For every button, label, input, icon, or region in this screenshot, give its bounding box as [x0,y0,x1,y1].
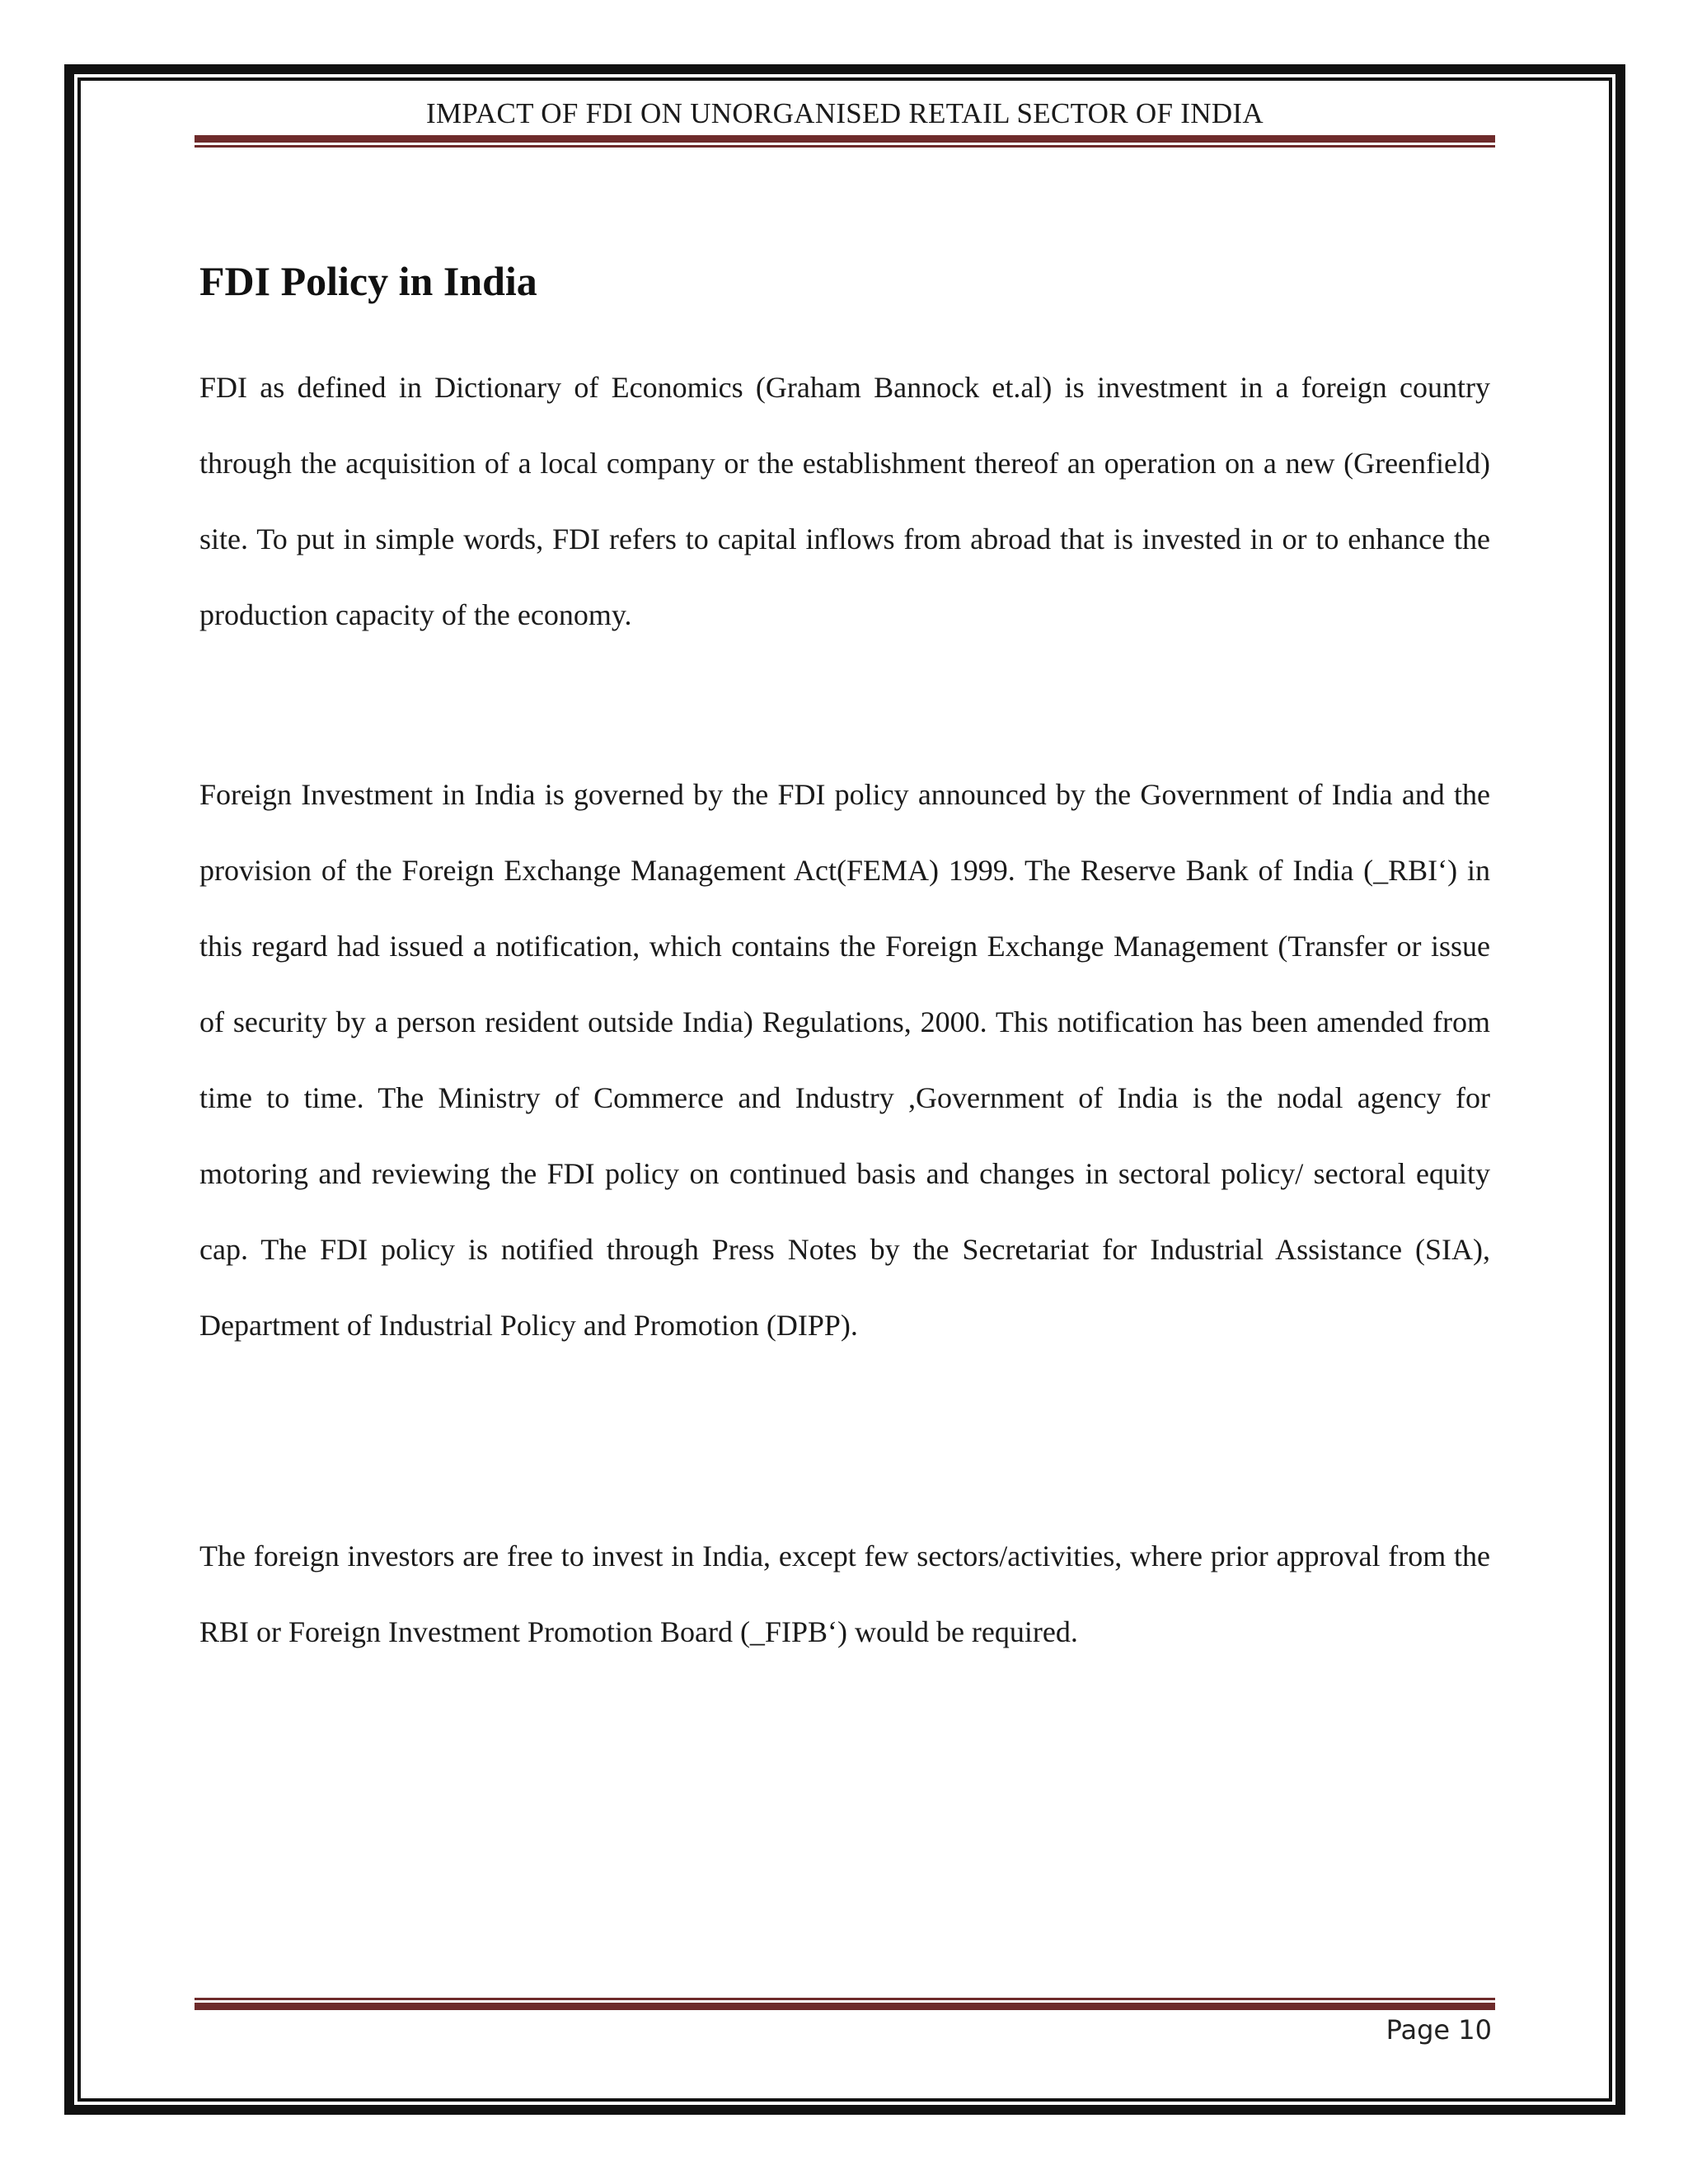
running-header: IMPACT OF FDI ON UNORGANISED RETAIL SECTOR OF INDIA [426,97,1264,129]
paragraph-fdi-governance: Foreign Investment in India is governed by the FDI policy announced by the Government of India and the provision of the Foreign Exchange Management Act(FEMA) 1999. The Reserve Bank of India (_RBI‘) in this regard had issued a notification, which contains the Foreign Exchange Management (Transfer or issue of security by a person resident outside India) Regulations, 2000. This notification has been amended from time to time. The Ministry of Commerce and Industry ,Government of India is the nodal agency for motoring and reviewing the FDI policy on continued basis and changes in sectoral policy/ sectoral equity cap. The FDI policy is notified through Press Notes by the Secretariat for Industrial Assistance (SIA), Department of Industrial Policy and Promotion (DIPP). [199,778,1490,1342]
footer-divider [195,1998,1495,2010]
header-divider [195,135,1495,148]
paragraph-fdi-definition: FDI as defined in Dictionary of Economics (Graham Bannock et.al) is investment in a foreign country through the acquisition of a local company or the establishment thereof an operation on a new (Greenfield) site. To put in simple words, FDI refers to capital inflows from abroad that is invested in or to enhance the production capacity of the economy. [199,371,1490,631]
page-number: Page 10 [1386,2014,1492,2046]
paragraph-investor-freedom: The foreign investors are free to invest in India, except few sectors/activities, where prior approval from the RBI or Foreign Investment Promotion Board (_FIPB‘) would be required. [199,1540,1490,1648]
section-heading: FDI Policy in India [199,258,537,304]
